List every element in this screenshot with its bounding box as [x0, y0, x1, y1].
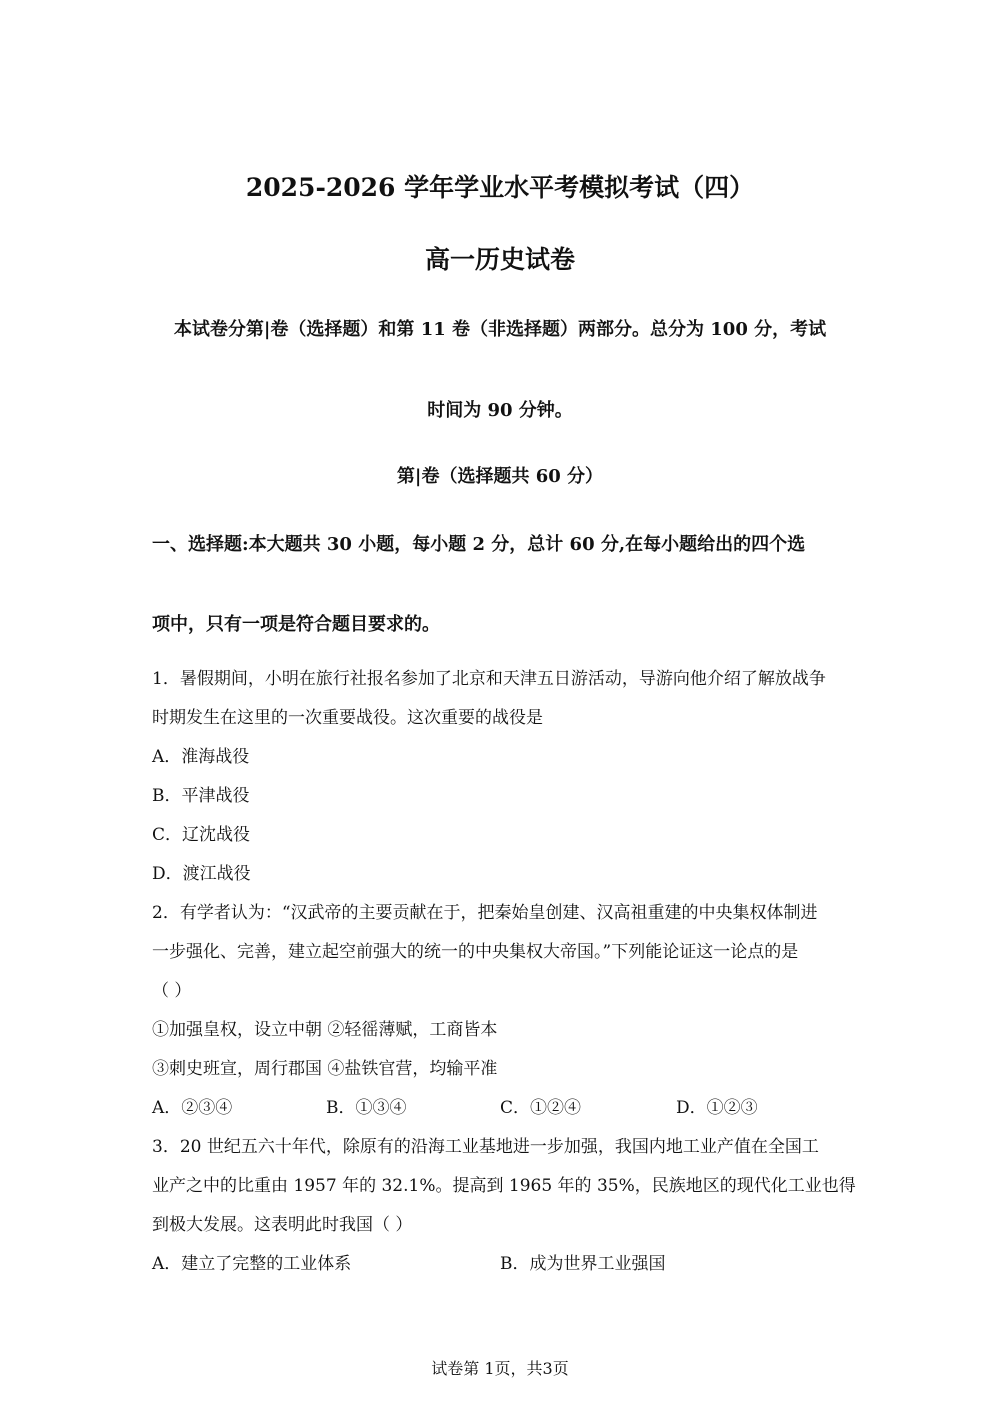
section-instruction-line-1: 一、选择题:本大题共 30 小题，每小题 2 分，总计 60 分,在每小题给出的四个选 [152, 534, 806, 555]
question-3-option-a: A．建立了完整的工业体系 [152, 1254, 352, 1274]
question-2-item-line-1: ①加强皇权，设立中朝 ②轻徭薄赋，工商皆本 [152, 1020, 498, 1040]
question-2-option-d: D．①②③ [676, 1098, 758, 1118]
question-3-option-b: B．成为世界工业强国 [500, 1254, 666, 1274]
exam-subtitle: 高一历史试卷 [424, 245, 575, 274]
question-2-option-a: A．②③④ [152, 1098, 233, 1118]
question-2-stem-line-3: （ ） [152, 981, 192, 1001]
question-1-option-c: C．辽沈战役 [152, 825, 251, 845]
question-2-item-line-2: ③刺史班宣，周行郡国 ④盐铁官营，均输平准 [152, 1059, 498, 1079]
question-3-stem-line-3: 到极大发展。这表明此时我国（ ） [152, 1215, 413, 1235]
question-2-stem-line-2: 一步强化、完善，建立起空前强大的统一的中央集权大帝国。”下列能论证这一论点的是 [152, 942, 799, 962]
question-1-option-d: D．渡江战役 [152, 864, 251, 884]
question-1-option-a: A．淮海战役 [152, 747, 250, 767]
part-title: 第|卷（选择题共 60 分） [396, 466, 604, 487]
question-3-stem-line-1: 3．20 世纪五六十年代，除原有的沿海工业基地进一步加强，我国内地工业产值在全国工 [152, 1137, 819, 1157]
question-2-option-c: C．①②④ [500, 1098, 582, 1118]
question-2-option-b: B．①③④ [326, 1098, 407, 1118]
question-3-stem-line-2: 业产之中的比重由 1957 年的 32.1%。提高到 1965 年的 35%，民族地区的现代化工业也得 [152, 1176, 856, 1196]
question-1-stem-line-1: 1．暑假期间，小明在旅行社报名参加了北京和天津五日游活动，导游向他介绍了解放战争 [152, 669, 826, 689]
question-2-stem-line-1: 2．有学者认为：“汉武帝的主要贡献在于，把秦始皇创建、汉高祖重建的中央集权体制进 [152, 903, 818, 923]
question-1-option-b: B．平津战役 [152, 786, 250, 806]
exam-intro-line-2: 时间为 90 分钟。 [427, 400, 573, 421]
exam-intro-line-1: 本试卷分第|卷（选择题）和第 11 卷（非选择题）两部分。总分为 100 分，考试 [173, 319, 827, 340]
section-instruction-line-2: 项中，只有一项是符合题目要求的。 [152, 614, 440, 635]
page-footer: 试卷第 1页，共3页 [431, 1359, 569, 1378]
exam-title: 2025-2026 学年学业水平考模拟考试（四） [245, 173, 755, 202]
question-1-stem-line-2: 时期发生在这里的一次重要战役。这次重要的战役是 [152, 708, 543, 728]
